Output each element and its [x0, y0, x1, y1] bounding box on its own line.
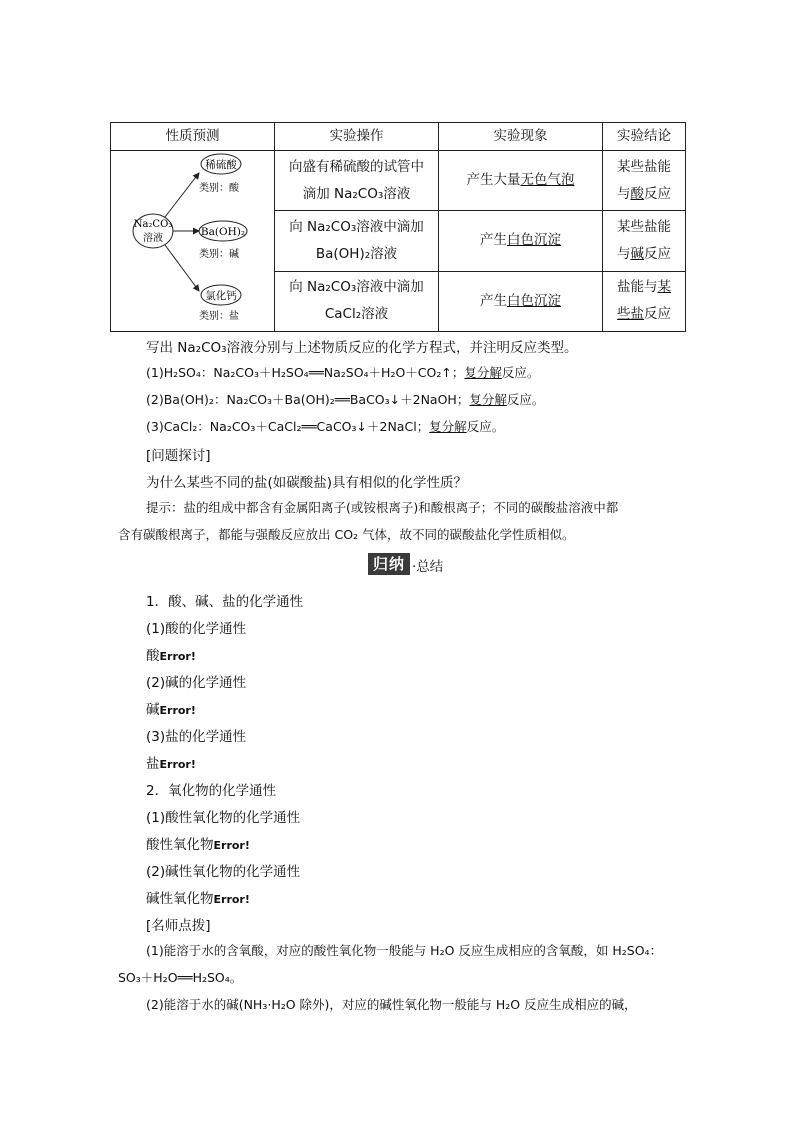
section-1-title: 1．酸、碱、盐的化学通性	[146, 594, 304, 610]
arrow-acid	[165, 173, 199, 217]
arrow-salt	[165, 245, 199, 291]
equation-3: (3)CaCl₂：Na₂CO₃＋CaCl₂══CaCO₃↓＋2NaCl；复分解反应。	[146, 419, 505, 434]
node-acid-label: 稀硫酸	[205, 159, 237, 171]
header-prediction: 性质预测	[111, 123, 275, 151]
section-1a-value: 酸Error!	[146, 648, 196, 664]
conclusion-cell	[603, 271, 686, 331]
section-2b-title: (2)碱性氧化物的化学通性	[146, 864, 301, 880]
conclusion-cell: 某些盐能 与酸反应	[603, 151, 686, 211]
center-line1: Na₂CO₃	[133, 219, 173, 230]
experiment-table	[110, 122, 686, 332]
equation-1: (1)H₂SO₄：Na₂CO₃＋H₂SO₄══Na₂SO₄＋H₂O＋CO₂↑；复分解反应。	[146, 365, 540, 380]
discussion-label: [问题探讨]	[146, 448, 211, 464]
reaction-diagram	[111, 151, 275, 331]
summary-heading-box: 归纳	[368, 553, 410, 575]
summary-heading-rest: ·总结	[412, 559, 444, 575]
section-2a-title: (1)酸性氧化物的化学通性	[146, 810, 301, 826]
node-acid-category: 类别：酸	[199, 183, 239, 194]
section-1a-title: (1)酸的化学通性	[146, 621, 247, 637]
conclusion-line2: 些盐反应	[617, 306, 671, 323]
table-header-row	[111, 123, 686, 151]
header-conclusion: 实验结论	[603, 123, 686, 151]
conclusion-line2: 与碱反应	[617, 245, 671, 262]
operation-cell: 向 Na₂CO₃溶液中滴加 CaCl₂溶液	[275, 271, 439, 331]
section-1b-value: 碱Error!	[146, 702, 196, 718]
phenomenon-cell: 产生白色沉淀	[439, 211, 603, 271]
center-line2: 溶液	[143, 233, 163, 244]
phenomenon-cell: 产生大量无色气泡	[439, 151, 603, 211]
tip-label: [名师点拨]	[146, 918, 211, 934]
equation-2: (2)Ba(OH)₂：Na₂CO₃＋Ba(OH)₂══BaCO₃↓＋2NaOH；复分解反应。	[146, 392, 545, 407]
hint-line-1: 提示：盐的组成中都含有金属阳离子(或铵根离子)和酸根离子；不同的碳酸盐溶液中都	[146, 500, 619, 515]
conclusion-line1: 盐能与某	[617, 279, 671, 296]
header-phenomenon: 实验现象	[439, 123, 603, 151]
conclusion-line2: 与酸反应	[617, 185, 671, 202]
hint-line-2: 含有碳酸根离子，都能与强酸反应放出 CO₂ 气体，故不同的碳酸盐化学性质相似。	[118, 527, 575, 542]
tip-2-line-1: (2)能溶于水的碱(NH₃·H₂O 除外)，对应的碱性氧化物一般能与 H₂O 反应生成相应的碱，	[146, 997, 637, 1012]
tip-1-line-2: SO₃＋H₂O══H₂SO₄。	[118, 970, 243, 985]
section-2-title: 2．氧化物的化学通性	[146, 783, 277, 799]
tip-1-line-1: (1)能溶于水的含氧酸，对应的酸性氧化物一般能与 H₂O 反应生成相应的含氧酸，如 H₂SO₄：	[146, 943, 663, 958]
section-2b-value: 碱性氧化物Error!	[146, 891, 250, 907]
node-base-category: 类别：碱	[199, 249, 239, 260]
prediction-diagram-cell	[111, 151, 275, 332]
header-operation: 实验操作	[275, 123, 439, 151]
table-row	[111, 151, 686, 211]
section-1b-title: (2)碱的化学通性	[146, 675, 247, 691]
section-1c-value: 盐Error!	[146, 756, 196, 772]
intro-text: 写出 Na₂CO₃溶液分别与上述物质反应的化学方程式，并注明反应类型。	[146, 340, 578, 356]
discussion-question: 为什么某些不同的盐(如碳酸盐)具有相似的化学性质？	[146, 475, 468, 491]
node-salt-label: 氯化钙	[205, 290, 237, 302]
node-base-label: Ba(OH)₂	[200, 226, 246, 238]
node-salt-category: 类别：盐	[199, 311, 239, 322]
phenomenon-cell: 产生白色沉淀	[439, 271, 603, 331]
operation-cell: 向盛有稀硫酸的试管中 滴加 Na₂CO₃溶液	[275, 151, 439, 211]
section-2a-value: 酸性氧化物Error!	[146, 837, 250, 853]
section-1c-title: (3)盐的化学通性	[146, 729, 247, 745]
operation-cell: 向 Na₂CO₃溶液中滴加 Ba(OH)₂溶液	[275, 211, 439, 271]
conclusion-cell: 某些盐能 与碱反应	[603, 211, 686, 271]
